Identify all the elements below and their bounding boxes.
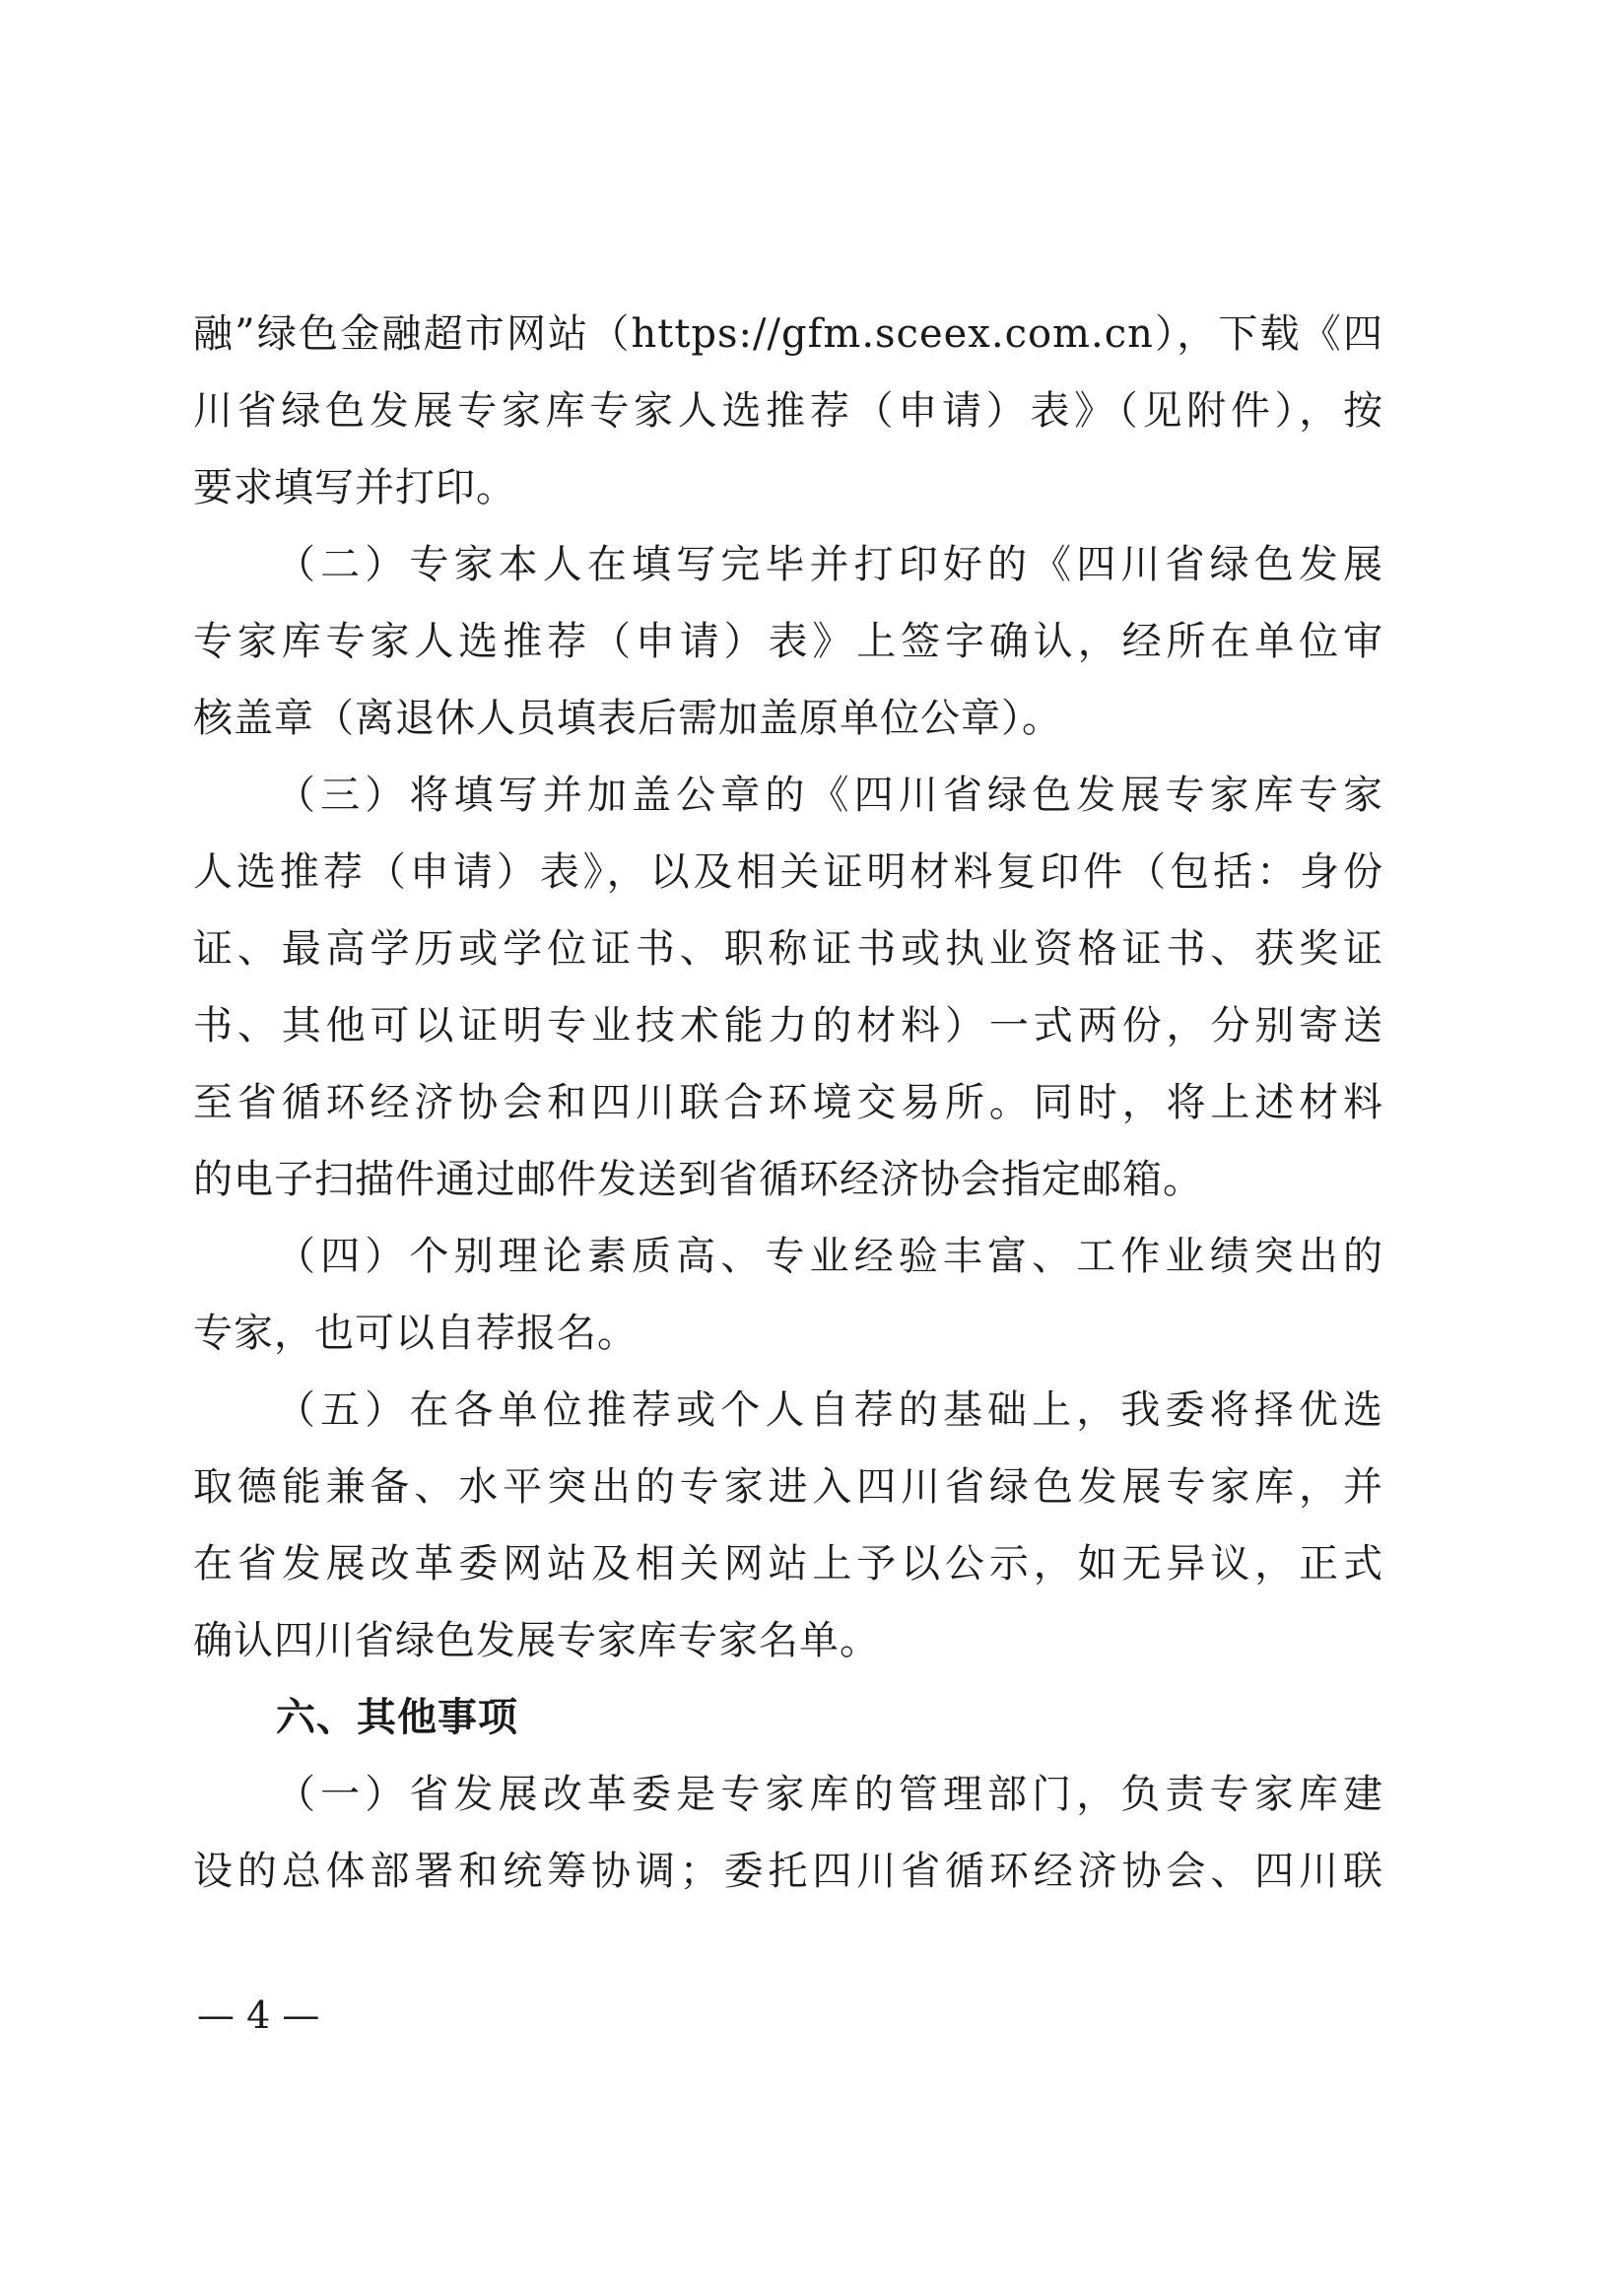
text-line: 至省循环经济协会和四川联合环境交易所。同时，将上述材料 — [193, 1080, 1383, 1125]
paragraph-start-line: （二）专家本人在填写完毕并打印好的《四川省绿色发展 — [276, 542, 1383, 587]
text-line: 书、其他可以证明专业技术能力的材料）一式两份，分别寄送 — [193, 1003, 1383, 1048]
text-line: 专家库专家人选推荐（申请）表》上签字确认，经所在单位审 — [193, 619, 1383, 664]
section-heading: 六、其他事项 — [276, 1694, 518, 1740]
paragraph-start-line: （四）个别理论素质高、专业经验丰富、工作业绩突出的 — [276, 1234, 1383, 1279]
text-line: 取德能兼备、水平突出的专家进入四川省绿色发展专家库，并 — [193, 1464, 1383, 1510]
text-line: 设的总体部署和统筹协调；委托四川省循环经济协会、四川联 — [193, 1849, 1383, 1894]
paragraph-start-line: （三）将填写并加盖公章的《四川省绿色发展专家库专家 — [276, 773, 1383, 818]
text-line: 融”绿色金融超市网站（https://gfm.sceex.com.cn），下载《四 — [193, 311, 1383, 357]
text-line: 专家，也可以自荐报名。 — [193, 1311, 638, 1356]
text-line: 核盖章（离退休人员填表后需加盖原单位公章）。 — [193, 696, 1062, 741]
text-line: 在省发展改革委网站及相关网站上予以公示，如无异议，正式 — [193, 1541, 1383, 1587]
text-line: 人选推荐（申请）表》，以及相关证明材料复印件（包括：身份 — [193, 849, 1383, 895]
text-line: 川省绿色发展专家库专家人选推荐（申请）表》（见附件），按 — [193, 388, 1383, 434]
paragraph-start-line: （五）在各单位推荐或个人自荐的基础上，我委将择优选 — [276, 1387, 1383, 1433]
text-line: 证、最高学历或学位证书、职称证书或执业资格证书、获奖证 — [193, 926, 1383, 972]
text-line: 的电子扫描件通过邮件发送到省循环经济协会指定邮箱。 — [193, 1157, 1203, 1202]
text-line: 要求填写并打印。 — [193, 465, 516, 510]
body-text — [193, 296, 1383, 1910]
page-number: — 4 — — [197, 1993, 320, 2037]
paragraph-start-line: （一）省发展改革委是专家库的管理部门，负责专家库建 — [276, 1772, 1383, 1817]
text-line: 确认四川省绿色发展专家库专家名单。 — [193, 1618, 880, 1663]
